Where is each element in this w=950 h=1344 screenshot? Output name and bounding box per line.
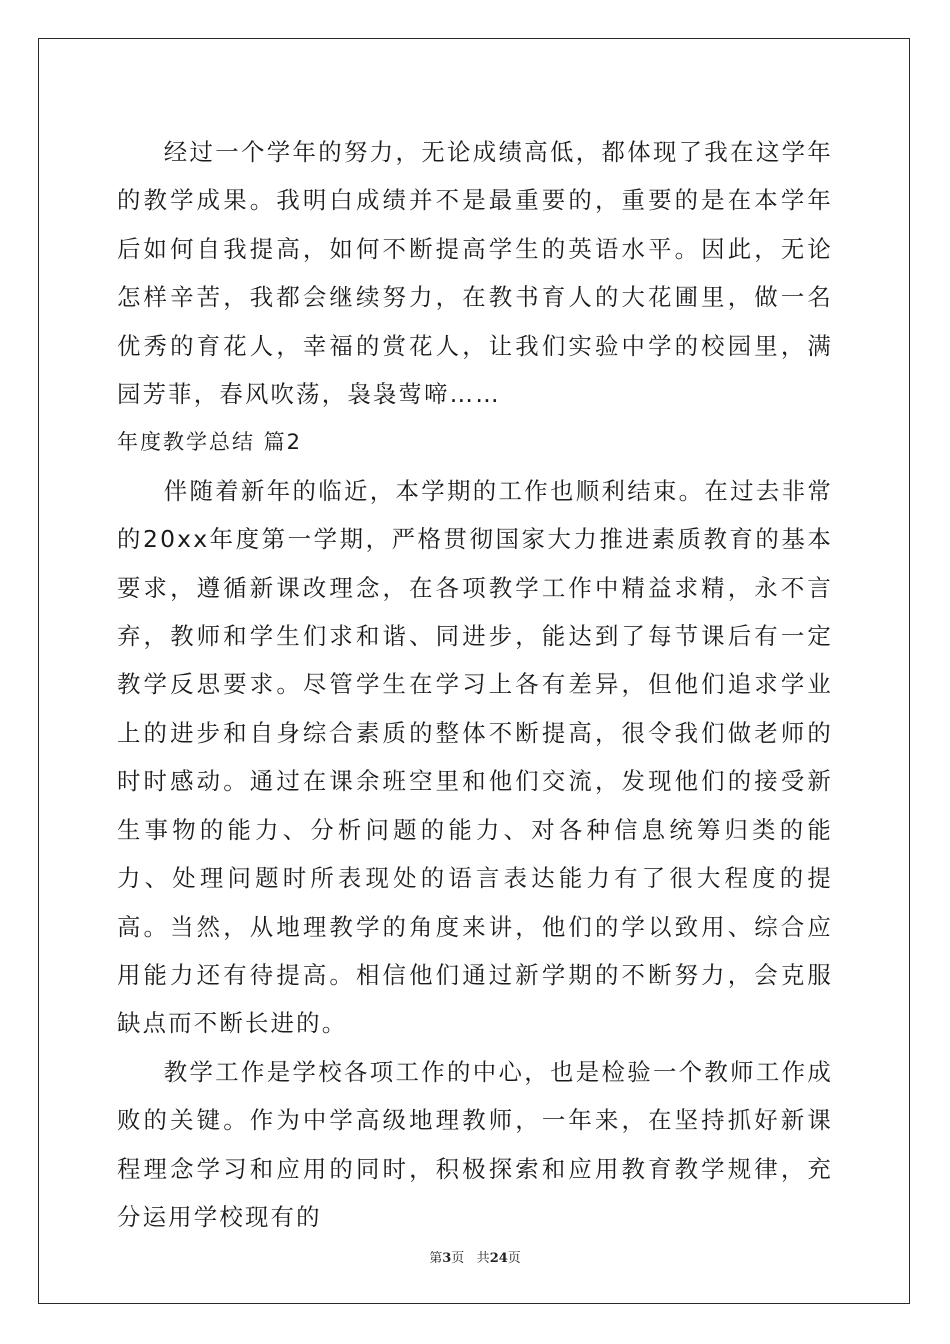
page-total: 24 <box>489 1251 508 1266</box>
total-prefix: 共 <box>476 1251 490 1266</box>
page-current: 3 <box>442 1251 452 1266</box>
paragraph-3: 教学工作是学校各项工作的中心，也是检验一个教师工作成败的关键。作为中学高级地理教师，一年来，在坚持抓好新课程理念学习和应用的同时，积极探索和应用教育教学规律，充分运用学校现有的 <box>117 1057 833 1231</box>
total-unit: 页 <box>507 1251 521 1266</box>
page-unit: 页 <box>451 1251 465 1266</box>
paragraph-1: 经过一个学年的努力，无论成绩高低，都体现了我在这学年的教学成果。我明白成绩并不是最重要的，重要的是在本学年后如何自我提高，如何不断提高学生的英语水平。因此，无论怎样辛苦，我都会继续努力，在教书育人的大花圃里，做一名优秀的育花人，幸福的赏花人，让我们实验中学的校园里，满园芳菲，春风吹荡，袅袅莺啼…… <box>117 138 833 409</box>
paragraph-2: 伴随着新年的临近，本学期的工作也顺利结束。在过去非常的20xx年度第一学期，严格贯彻国家大力推进素质教育的基本要求，遵循新课改理念，在各项教学工作中精益求精，永不言弃，教师和学生们求和谐、同进步，能达到了每节课后有一定教学反思要求。尽管学生在学习上各有差异，但他们追求学业上的进步和自身综合素质的整体不断提高，很令我们做老师的时时感动。通过在课余班空里和他们交流，发现他们的接受新生事物的能力、分析问题的能力、对各种信息统筹归类的能力、处理问题时所表现处的语言表达能力有了很大程度的提高。当然，从地理教学的角度来讲，他们的学以致用、综合应用能力还有待提高。相信他们通过新学期的不断努力，会克服缺点而不断长进的。 <box>117 476 833 1038</box>
section-heading: 年度教学总结 篇2 <box>117 430 303 455</box>
document-body <box>117 128 833 1241</box>
page-prefix: 第 <box>429 1251 443 1266</box>
page-footer <box>0 1247 950 1266</box>
